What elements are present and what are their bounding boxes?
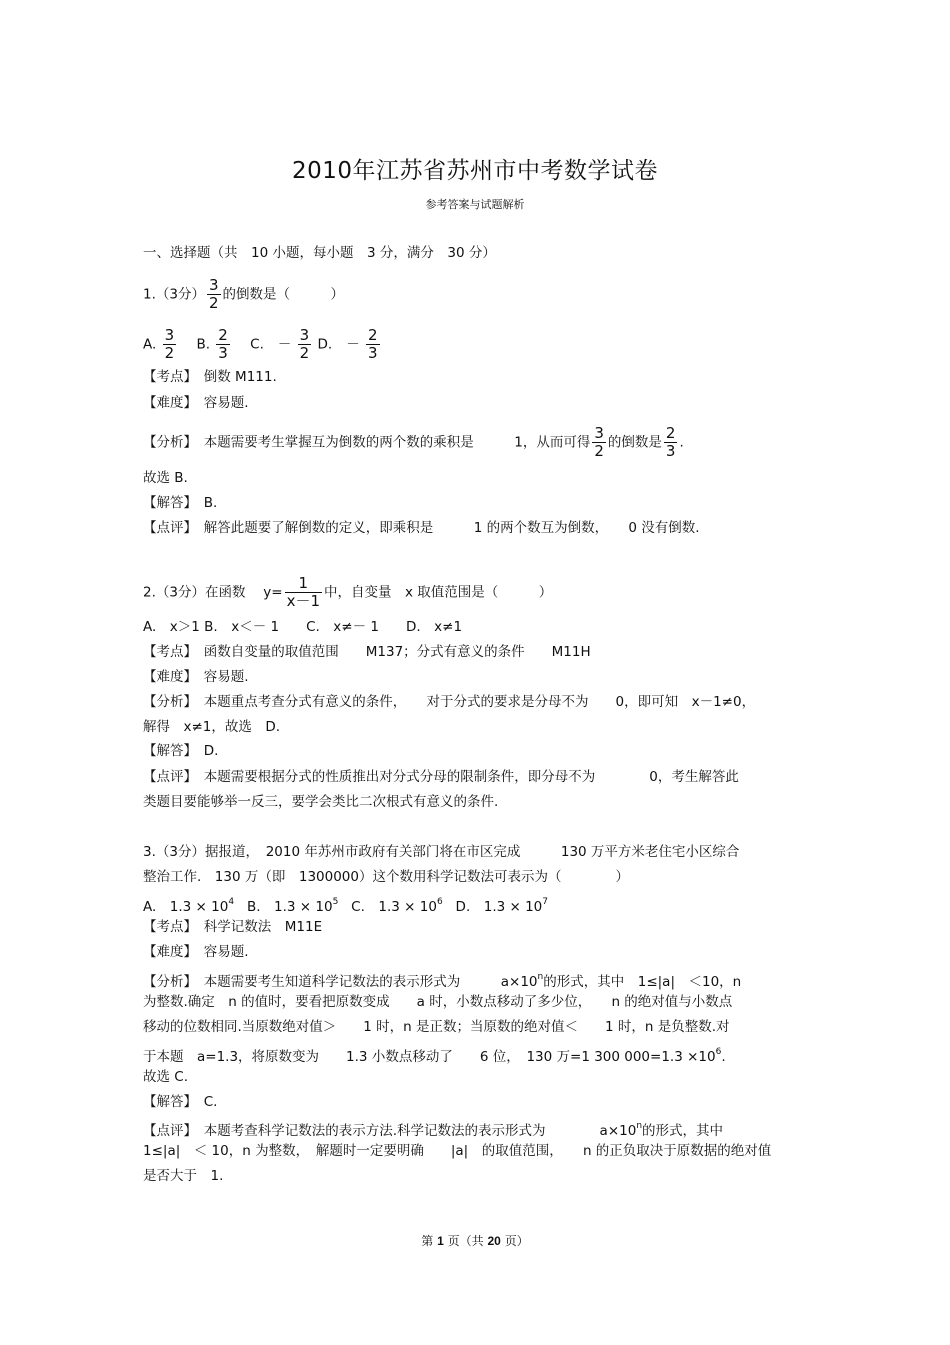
- q2-fenxi-line2: 解得 x≠1，故选 D.: [143, 719, 281, 735]
- q3-options: A. $1.3 \times 10^4$ B. $1.3 \times 10^5$ C. $1.3 \times 10^6$ D. $1.3 \times 10^7$: [143, 897, 549, 915]
- q2-nandu: 【难度】 容易题.: [143, 669, 249, 685]
- q3-fenxi-line3: 移动的位数相同.当原数绝对值＞ 1 时，n 是正数；当原数的绝对值＜ 1 时，n 是负整数.对: [143, 1019, 730, 1035]
- section-heading: 一、选择题（共 10 小题，每小题 3 分，满分 30 分）: [143, 245, 496, 261]
- q2-dianping-line1: 【点评】 本题需要根据分式的性质推出对分式分母的限制条件，即分母不为 0，考生解答此: [143, 769, 739, 785]
- q2-options: A. x＞1 B. x＜－ 1 C. x≠－ 1 D. x≠1: [143, 619, 463, 635]
- q1-fenxi: 【分析】 本题需要考生掌握互为倒数的两个数的乘积是 1，从而可得 $\frac{3}{2}$ 的倒数是 $\frac{2}{3}$ .: [143, 424, 684, 460]
- q3-dianping-line1: 【点评】 本题考查科学记数法的表示方法.科学记数法的表示形式为 $a\times 10^n$的形式，其中: [143, 1121, 724, 1139]
- page-number: 1: [437, 1234, 444, 1248]
- fenxi-fraction-3-2: $\frac{3}{2}$: [594, 424, 604, 460]
- q2-dianping-line2: 类题目要能够举一反三，要学会类比二次根式有意义的条件.: [143, 794, 499, 810]
- q3-jieda: 【解答】 C.: [143, 1094, 218, 1110]
- q3-dianping-line3: 是否大于 1.: [143, 1168, 224, 1184]
- q3-dianping-line2: 1≤|a| ＜ 10，n 为整数， 解题时一定要明确 |a| 的取值范围， n 的正负取决于原数据的绝对值: [143, 1143, 772, 1159]
- page-footer: 第 1 页（共 20 页）: [421, 1234, 529, 1248]
- q1-options: A. $\frac{3}{2}$ B. $\frac{2}{3}$ C. － $\frac{3}{2}$ D. － $\frac{2}{3}$: [143, 326, 378, 362]
- q2-fenxi-line1: 【分析】 本题重点考查分式有意义的条件， 对于分式的要求是分母不为 0，即可知 x－1≠0，: [143, 694, 756, 710]
- q1-guxuan: 故选 B.: [143, 470, 188, 486]
- fraction-1-over-x-1: $\frac{1}{x-1}$: [286, 574, 320, 610]
- option-b-fraction: $\frac{2}{3}$: [218, 326, 228, 362]
- option-c-fraction: $\frac{3}{2}$: [299, 326, 310, 362]
- q3-nandu: 【难度】 容易题.: [143, 944, 249, 960]
- q3-guxuan: 故选 C.: [143, 1069, 189, 1085]
- q3-stem-line1: 3.（3分）据报道， 2010 年苏州市政府有关部门将在市区完成 130 万平方米老住宅小区综合: [143, 844, 740, 860]
- q1-nandu: 【难度】 容易题.: [143, 395, 249, 411]
- option-a-fraction: $\frac{3}{2}$: [164, 326, 175, 362]
- q3-fenxi-line1: 【分析】 本题需要考生知道科学记数法的表示形式为 $a\times 10^n$的形式，其中 1≤|a| ＜10，n: [143, 972, 742, 990]
- q1-dianping: 【点评】 解答此题要了解倒数的定义，即乘积是 1 的两个数互为倒数， 0 没有倒数.: [143, 520, 700, 536]
- q1-jieda: 【解答】 B.: [143, 495, 218, 511]
- q2-jieda: 【解答】 D.: [143, 743, 219, 759]
- q1-stem: 1.（3分） $\frac{3}{2}$ 的倒数是（ ）: [143, 276, 345, 312]
- option-d-fraction: $\frac{2}{3}$: [367, 326, 378, 362]
- page-subtitle: 参考答案与试题解析: [425, 198, 525, 211]
- q3-kaodian: 【考点】 科学记数法 M11E: [143, 919, 323, 935]
- fenxi-fraction-2-3: $\frac{2}{3}$: [665, 424, 676, 460]
- q2-kaodian: 【考点】 函数自变量的取值范围 M137；分式有意义的条件 M11H: [143, 644, 591, 660]
- q3-stem-line2: 整治工作. 130 万（即 1300000）这个数用科学记数法可表示为（ ）: [143, 869, 629, 885]
- q3-fenxi-line2: 为整数.确定 n 的值时，要看把原数变成 a 时，小数点移动了多少位， n 的绝对值与小数点: [143, 994, 733, 1010]
- fraction-3-2: $\frac{3}{2}$: [208, 276, 219, 312]
- page-total: 20: [487, 1234, 501, 1248]
- page-title: 2010年江苏省苏州市中考数学试卷: [291, 158, 659, 184]
- q3-fenxi-line4: 于本题 a=1.3，将原数变为 1.3 小数点移动了 6 位， 130 万=1 300 $000=1.3 \times 10^6$.: [143, 1047, 726, 1065]
- q1-kaodian: 【考点】 倒数 M111.: [143, 369, 277, 385]
- q2-stem: 2.（3分）在函数 y= $\frac{1}{x-1}$ 中，自变量 x 取值范围是（ ）: [143, 574, 553, 610]
